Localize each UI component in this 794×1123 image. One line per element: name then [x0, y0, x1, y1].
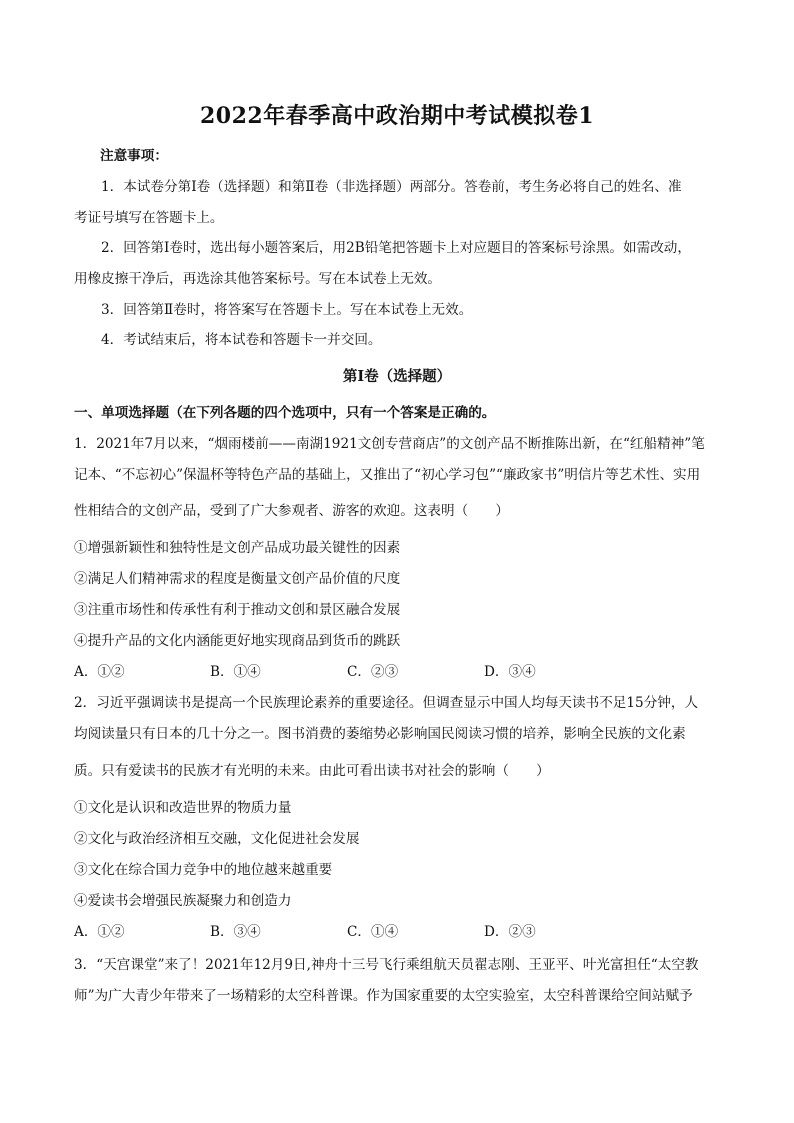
notice-item-2-cont: 用橡皮擦干净后，再选涂其他答案标号。写在本试卷上无效。: [74, 271, 442, 287]
exam-title: 2022年春季高中政治期中考试模拟卷1: [199, 103, 595, 129]
q3-stem-line-2: 师”为广大青少年带来了一场精彩的太空科普课。作为国家重要的太空实验室，太空科普课给空间站赋予: [74, 988, 693, 1004]
notice-item-2: 2．回答第Ⅰ卷时，选出每小题答案后，用2B铅笔把答题卡上对应题目的答案标号涂黑。如需改动，: [101, 240, 691, 256]
q1-statement-4: ④提升产品的文化内涵能更好地实现商品到货币的跳跃: [74, 633, 401, 649]
q2-stem-line-3: 质。只有爱读书的民族才有光明的未来。由此可看出读书对社会的影响（ ）: [74, 763, 550, 779]
q2-option-a: A．①②: [74, 924, 125, 940]
notice-item-1-cont: 考证号填写在答题卡上。: [74, 210, 224, 226]
q1-statement-3: ③注重市场性和传承性有利于推动文创和景区融合发展: [74, 602, 401, 618]
q1-statement-2: ②满足人们精神需求的程度是衡量文创产品价值的尺度: [74, 571, 401, 587]
notice-item-4: 4．考试结束后，将本试卷和答题卡一并交回。: [101, 332, 382, 348]
q1-stem-line-2: 记本、“不忘初心”保温杯等特色产品的基础上，又推出了“初心学习包”“廉政家书”明信片等艺术性、实用: [74, 467, 701, 483]
q1-option-a: A．①②: [74, 664, 125, 680]
q1-option-d: D．③④: [484, 664, 536, 680]
q2-statement-1: ①文化是认识和改造世界的物质力量: [74, 800, 292, 816]
q1-statement-1: ①增强新颖性和独特性是文创产品成功最关键性的因素: [74, 540, 401, 556]
q2-option-d: D．②③: [484, 924, 536, 940]
q2-option-b: B．③④: [210, 924, 261, 940]
q2-statement-3: ③文化在综合国力竞争中的地位越来越重要: [74, 862, 333, 878]
q2-statement-2: ②文化与政治经济相互交融，文化促进社会发展: [74, 831, 360, 847]
q1-option-b: B．①④: [210, 664, 261, 680]
section-title: 第Ⅰ卷（选择题）: [342, 368, 452, 385]
notice-item-1: 1．本试卷分第Ⅰ卷（选择题）和第Ⅱ卷（非选择题）两部分。答卷前，考生务必将自己的姓名、准: [101, 179, 682, 195]
q2-stem-line-2: 均阅读量只有日本的几十分之一。图书消费的萎缩势必影响国民阅读习惯的培养，影响全民族的文化素: [74, 726, 686, 742]
q2-stem-line-1: 2．习近平强调读书是提高一个民族理论素养的重要途径。但调查显示中国人均每天读书不足15分钟，人: [74, 695, 699, 711]
q1-stem-line-3: 性相结合的文创产品，受到了广大参观者、游客的欢迎。这表明（ ）: [74, 503, 509, 519]
q2-option-c: C．①④: [347, 924, 399, 940]
q2-statement-4: ④爱读书会增强民族凝聚力和创造力: [74, 893, 292, 909]
notice-heading: 注意事项：: [100, 148, 168, 164]
notice-item-3: 3．回答第Ⅱ卷时，将答案写在答题卡上。写在本试卷上无效。: [101, 302, 473, 318]
q3-stem-line-1: 3．“天宫课堂”来了！2021年12月9日,神舟十三号飞行乘组航天员翟志刚、王亚平、叶光富担任“太空教: [74, 957, 699, 973]
q1-option-c: C．②③: [347, 664, 399, 680]
part-title: 一、单项选择题（在下列各题的四个选项中，只有一个答案是正确的。: [74, 405, 496, 421]
q1-stem-line-1: 1．2021年7月以来，“烟雨楼前——南湖1921文创专营商店”的文创产品不断推陈出新，在“红船精神”笔: [74, 436, 705, 452]
